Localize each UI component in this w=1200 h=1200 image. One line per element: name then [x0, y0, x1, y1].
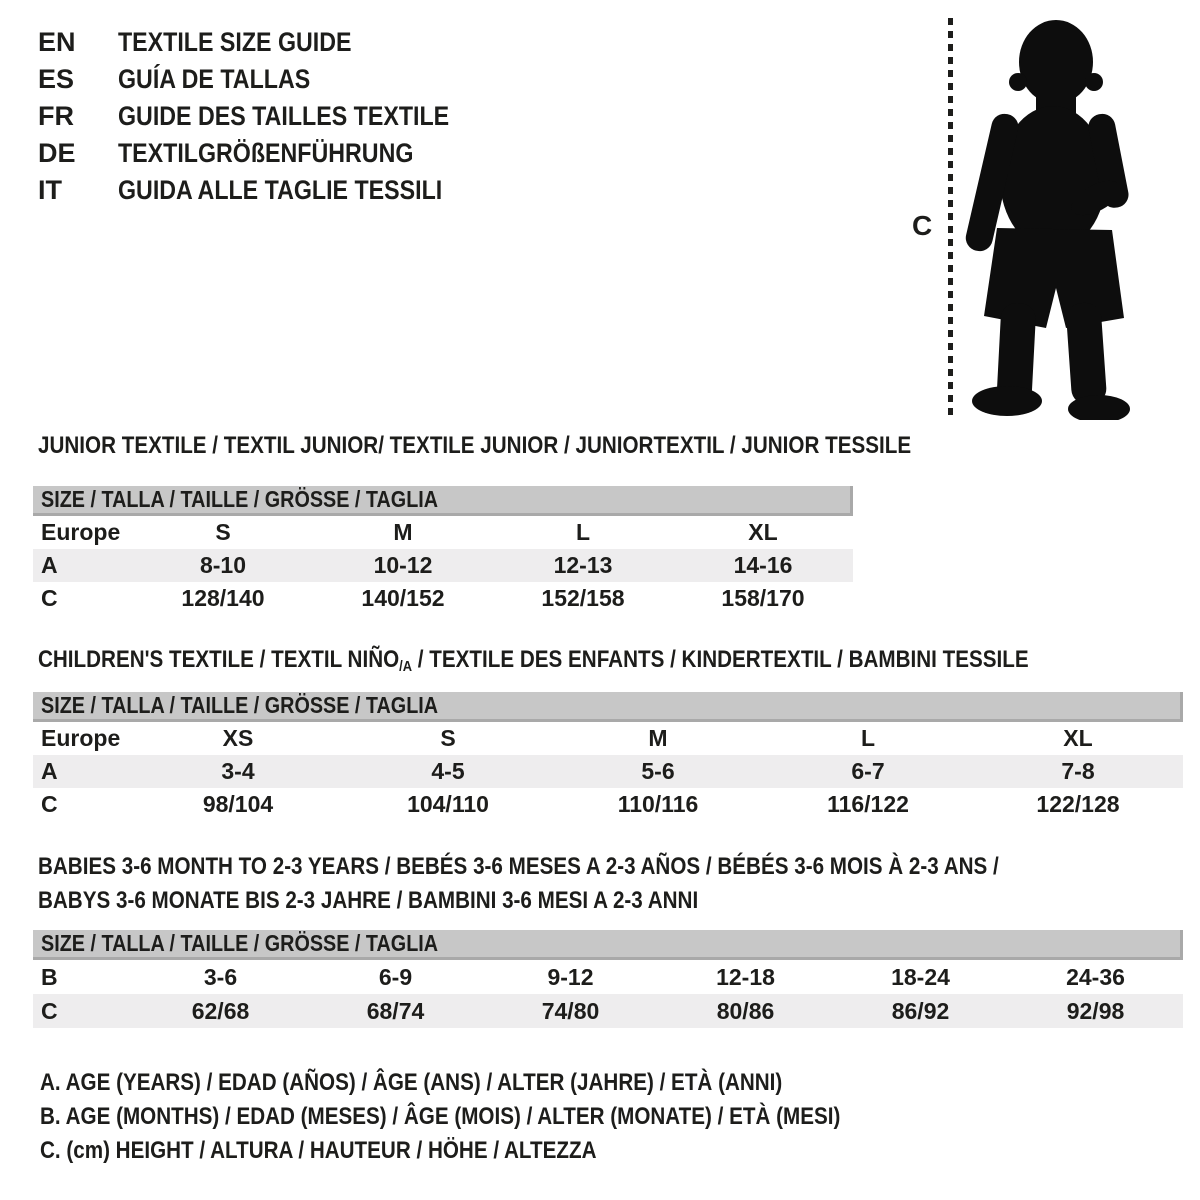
height-cell: 110/116: [617, 791, 699, 817]
height-cell: 122/128: [1036, 791, 1120, 817]
legend-line-b: B. AGE (MONTHS) / EDAD (MESES) / ÂGE (MOIS) / ALTER (MONATE) / ETÀ (MESI): [40, 1103, 841, 1130]
size-header-bar: [33, 692, 1183, 722]
table-row: [33, 755, 1183, 788]
size-cell: XL: [748, 519, 778, 545]
row-label: C: [41, 585, 58, 611]
height-cell: 152/158: [541, 585, 625, 611]
row-label: C: [41, 791, 58, 817]
table-row: [33, 960, 1183, 994]
nino-a-subscript: /A: [399, 658, 413, 675]
babies-size-table: [33, 930, 1183, 1028]
height-cell: 158/170: [721, 585, 805, 611]
size-cell: S: [440, 725, 456, 751]
size-cell: XL: [1063, 725, 1093, 751]
size-cell: L: [860, 725, 876, 751]
size-header-bar: [33, 930, 1183, 960]
size-header-label: SIZE / TALLA / TAILLE / GRÖSSE / TAGLIA: [41, 486, 439, 512]
size-cell: XS: [222, 725, 254, 751]
age-cell: 10-12: [373, 552, 433, 578]
junior-size-table: [33, 486, 853, 615]
height-measure-label: C: [912, 210, 933, 241]
row-label: B: [41, 963, 58, 990]
table-row: [33, 516, 853, 549]
legend-line-a: A. AGE (YEARS) / EDAD (AÑOS) / ÂGE (ANS) / ALTER (JAHRE) / ETÀ (ANNI): [40, 1069, 783, 1096]
list-item: [38, 135, 503, 172]
language-code: FR: [38, 101, 74, 131]
table-row: [33, 788, 1183, 821]
age-cell: 18-24: [891, 963, 950, 990]
size-cell: S: [215, 519, 231, 545]
age-cell: 12-18: [716, 963, 775, 990]
toddler-silhouette-icon: [963, 18, 1138, 420]
size-cell: M: [648, 725, 668, 751]
row-label: C: [41, 997, 58, 1024]
age-cell: 12-13: [553, 552, 613, 578]
table-row: [33, 549, 853, 582]
size-cell: L: [575, 519, 591, 545]
language-title-list: [38, 24, 503, 209]
row-label: Europe: [41, 519, 121, 545]
height-cell: 92/98: [1066, 997, 1125, 1024]
height-cell: 116/122: [827, 791, 909, 817]
row-label: A: [41, 758, 58, 784]
guide-title: GUÍA DE TALLAS: [118, 64, 311, 94]
language-code: EN: [38, 27, 76, 57]
age-cell: 24-36: [1066, 963, 1125, 990]
height-cell: 80/86: [716, 997, 775, 1024]
height-cell: 128/140: [181, 585, 265, 611]
height-cell: 104/110: [407, 791, 489, 817]
guide-title: GUIDE DES TAILLES TEXTILE: [118, 101, 450, 131]
age-cell: 3-4: [221, 758, 255, 784]
table-row: [33, 582, 853, 615]
language-code: ES: [38, 64, 75, 94]
age-cell: 7-8: [1061, 758, 1095, 784]
age-cell: 6-7: [851, 758, 885, 784]
legend-line-c: C. (cm) HEIGHT / ALTURA / HAUTEUR / HÖHE / ALTEZZA: [40, 1137, 597, 1164]
height-cell: 86/92: [891, 997, 950, 1024]
height-cell: 140/152: [361, 585, 445, 611]
guide-title: TEXTILGRÖßENFÜHRUNG: [118, 138, 414, 168]
guide-title: GUIDA ALLE TAGLIE TESSILI: [118, 175, 443, 205]
children-section-heading: CHILDREN'S TEXTILE / TEXTIL $NIÑO_{/A}$ / TEXTILE DES ENFANTS / KINDERTEXTIL / BAMBINI TESSILE: [38, 646, 1029, 675]
table-row: [33, 722, 1183, 755]
size-header-label: SIZE / TALLA / TAILLE / GRÖSSE / TAGLIA: [41, 692, 439, 718]
table-row: [33, 994, 1183, 1028]
size-cell: M: [393, 519, 413, 545]
age-cell: 5-6: [641, 758, 675, 784]
list-item: [38, 172, 503, 209]
height-measure-dashed-line: [948, 18, 953, 418]
age-cell: 14-16: [733, 552, 793, 578]
language-code: DE: [38, 138, 76, 168]
age-cell: 6-9: [378, 963, 413, 990]
junior-section-heading: JUNIOR TEXTILE / TEXTIL JUNIOR/ TEXTILE JUNIOR / JUNIORTEXTIL / JUNIOR TESSILE: [38, 432, 912, 459]
height-cell: 62/68: [191, 997, 250, 1024]
height-cell: 74/80: [541, 997, 600, 1024]
measurement-legend: [40, 1066, 971, 1168]
age-cell: 9-12: [547, 963, 594, 990]
babies-section-heading: BABIES 3-6 MONTH TO 2-3 YEARS / BEBÉS 3-6 MESES A 2-3 AÑOS / BÉBÉS 3-6 MOIS À 2-3 ANS / BABYS 3-6 MONATE BIS 2-3 JAHRE / BAMBINI 3-6 MESI A 2-3 ANNI: [38, 853, 999, 914]
row-label: A: [41, 552, 58, 578]
age-cell: 4-5: [431, 758, 465, 784]
list-item: [38, 98, 503, 135]
list-item: [38, 24, 503, 61]
height-cell: 98/104: [202, 791, 274, 817]
children-size-table: [33, 692, 1183, 821]
guide-title: TEXTILE SIZE GUIDE: [118, 27, 352, 57]
list-item: [38, 61, 503, 98]
age-cell: 3-6: [203, 963, 238, 990]
age-cell: 8-10: [199, 552, 247, 578]
height-cell: 68/74: [366, 997, 425, 1024]
size-header-bar: [33, 486, 853, 516]
language-code: IT: [38, 175, 62, 205]
row-label: Europe: [41, 725, 121, 751]
size-header-label: SIZE / TALLA / TAILLE / GRÖSSE / TAGLIA: [41, 930, 439, 956]
